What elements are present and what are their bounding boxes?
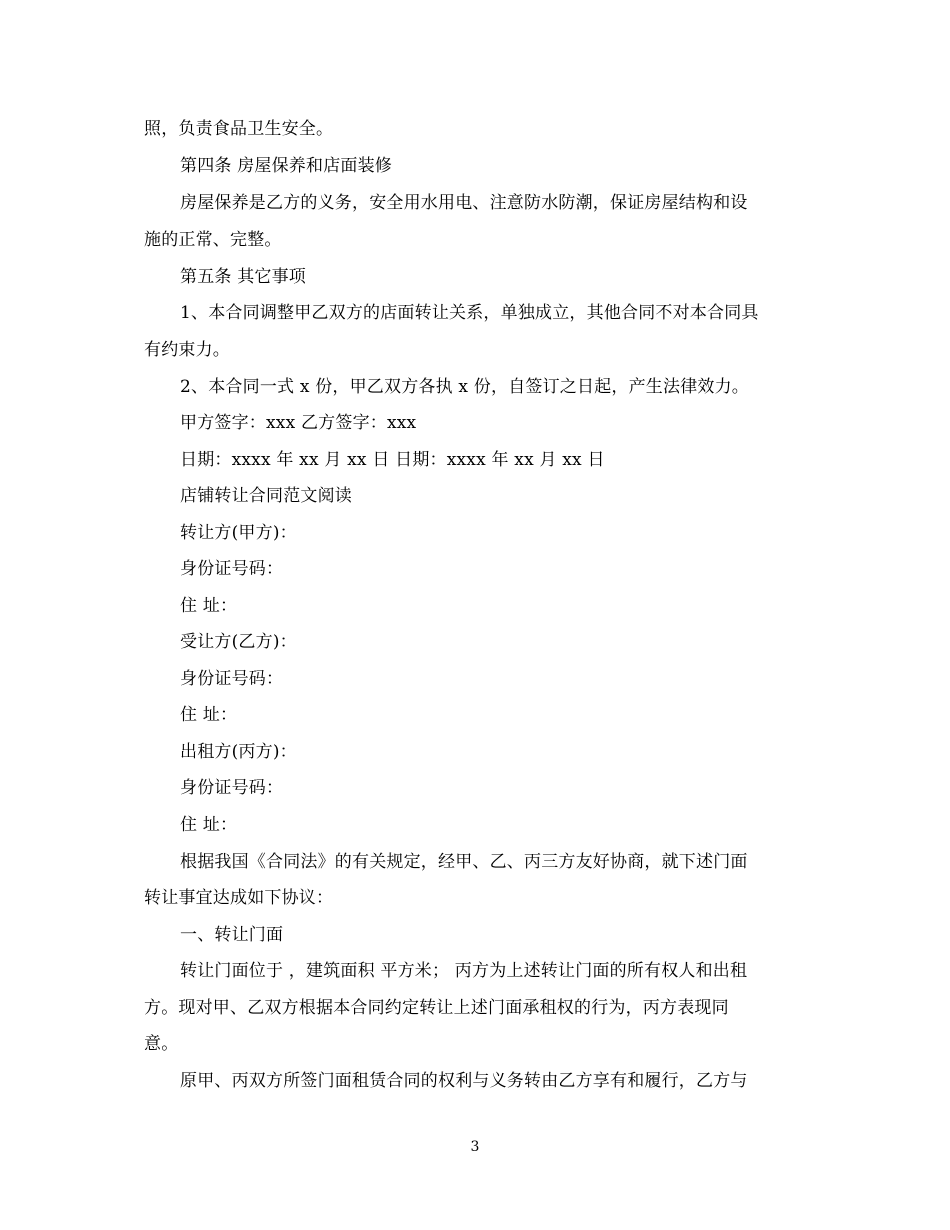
section-heading: 第五条 其它事项 xyxy=(180,267,307,287)
form-field-label: 身份证号码： xyxy=(180,778,284,798)
form-field-label: 受让方(乙方)： xyxy=(180,632,297,652)
form-field-label: 转让方(甲方)： xyxy=(180,523,297,543)
form-field-label: 住 址： xyxy=(180,596,238,616)
form-field-label: 住 址： xyxy=(180,705,238,725)
form-field-label: 住 址： xyxy=(180,815,238,835)
signature-line: 甲方签字：xxx 乙方签字：xxx xyxy=(180,413,417,433)
form-field-label: 身份证号码： xyxy=(180,669,284,689)
text-line: 根据我国《合同法》的有关规定，经甲、乙、丙三方友好协商，就下述门面 xyxy=(180,852,748,872)
text-line: 施的正常、完整。 xyxy=(144,230,282,250)
section-heading: 店铺转让合同范文阅读 xyxy=(180,486,352,506)
text-line: 2、本合同一式 x 份，甲乙双方各执 x 份，自签订之日起，产生法律效力。 xyxy=(180,377,750,397)
text-line: 转让事宜达成如下协议： xyxy=(144,888,334,908)
text-line: 转让门面位于 ，建筑面积 平方米； 丙方为上述转让门面的所有权人和出租 xyxy=(180,961,748,981)
text-line: 方。现对甲、乙双方根据本合同约定转让上述门面承租权的行为，丙方表现同 xyxy=(144,998,729,1018)
text-line: 有约束力。 xyxy=(144,340,230,360)
text-line: 1、本合同调整甲乙双方的店面转让关系，单独成立，其他合同不对本合同具 xyxy=(180,303,759,323)
page-number: 3 xyxy=(470,1139,480,1155)
text-line: 意。 xyxy=(144,1034,179,1054)
text-line: 照，负责食品卫生安全。 xyxy=(144,119,334,139)
date-line: 日期：xxxx 年 xx 月 xx 日 日期：xxxx 年 xx 月 xx 日 xyxy=(180,450,605,470)
section-heading: 第四条 房屋保养和店面装修 xyxy=(180,156,393,176)
form-field-label: 出租方(丙方)： xyxy=(180,742,297,762)
form-field-label: 身份证号码： xyxy=(180,559,284,579)
text-line: 原甲、丙双方所签门面租赁合同的权利与义务转由乙方享有和履行，乙方与 xyxy=(180,1071,748,1091)
text-line: 房屋保养是乙方的义务，安全用水用电、注意防水防潮，保证房屋结构和设 xyxy=(180,193,748,213)
section-heading: 一、转让门面 xyxy=(180,925,284,945)
